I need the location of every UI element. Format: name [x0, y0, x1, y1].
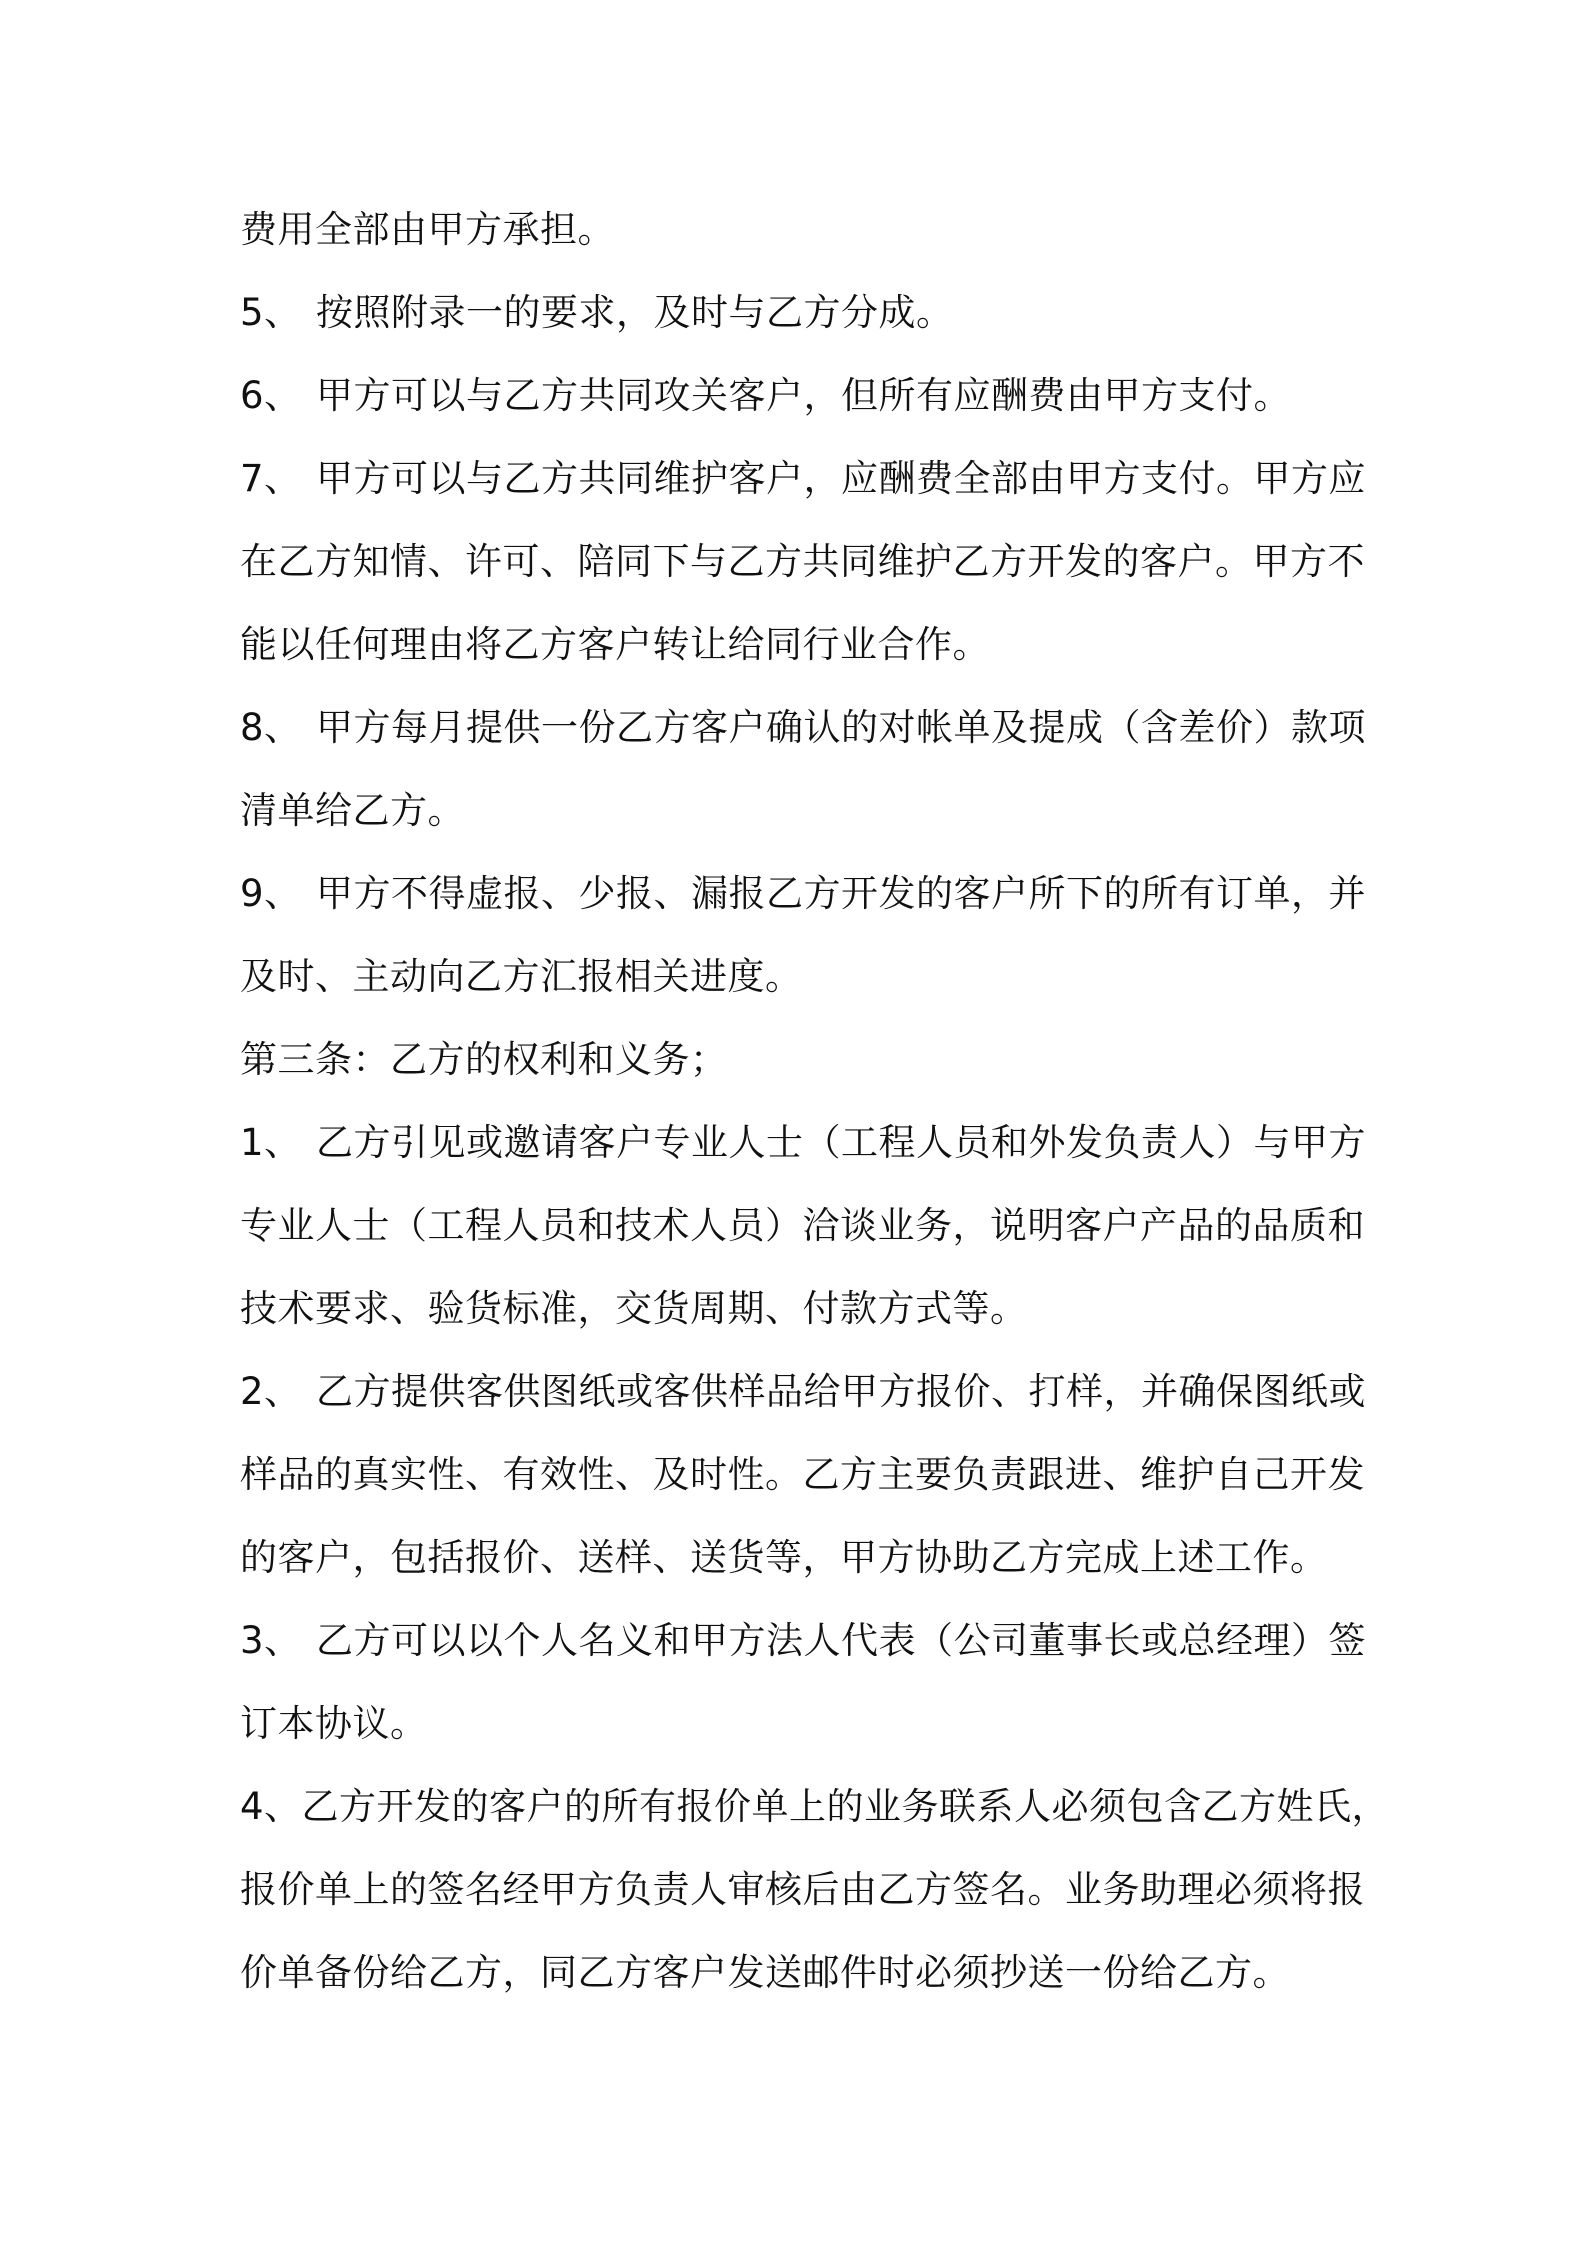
text-line — [240, 1616, 1366, 1666]
text-line — [240, 371, 1360, 421]
paragraph-text: 订本协议。 — [240, 1702, 428, 1745]
text-line — [240, 1533, 1360, 1583]
text-line — [240, 1284, 1360, 1334]
text-line — [240, 1118, 1366, 1168]
paragraph-text: 的客户，包括报价、送样、送货等，甲方协助乙方完成上述工作。 — [240, 1536, 1328, 1579]
text-line — [240, 205, 1360, 255]
text-line — [240, 952, 1360, 1002]
text-line — [240, 454, 1366, 504]
paragraph-text: 甲方不得虚报、少报、漏报乙方开发的客户所下的所有订单，并 — [316, 872, 1366, 915]
paragraph-text: 能以任何理由将乙方客户转让给同行业合作。 — [240, 623, 990, 666]
item-number: 5、 — [240, 291, 302, 334]
item-number: 7、 — [240, 457, 302, 500]
text-line — [240, 869, 1366, 919]
text-line — [240, 620, 1360, 670]
paragraph-text: 乙方引见或邀请客户专业人士（工程人员和外发负责人）与甲方 — [316, 1121, 1366, 1164]
paragraph-text: 甲方每月提供一份乙方客户确认的对帐单及提成（含差价）款项 — [316, 706, 1366, 749]
paragraph-text: 样品的真实性、有效性、及时性。乙方主要负责跟进、维护自己开发 — [240, 1453, 1365, 1496]
item-number: 6、 — [240, 374, 302, 417]
text-line — [240, 537, 1365, 587]
text-line — [240, 1782, 1390, 1832]
paragraph-text: 乙方提供客供图纸或客供样品给甲方报价、打样，并确保图纸或 — [316, 1370, 1366, 1413]
text-line — [240, 786, 1360, 836]
item-number: 3、 — [240, 1619, 302, 1662]
paragraph-text: 清单给乙方。 — [240, 789, 465, 832]
text-line — [240, 1865, 1365, 1915]
section-heading — [240, 1035, 1360, 1085]
paragraph-text: 专业人士（工程人员和技术人员）洽谈业务，说明客户产品的品质和 — [240, 1204, 1365, 1247]
paragraph-text: 按照附录一的要求，及时与乙方分成。 — [316, 291, 954, 334]
text-line — [240, 1699, 1360, 1749]
text-line — [240, 1367, 1366, 1417]
paragraph-text: 费用全部由甲方承担。 — [240, 208, 615, 251]
item-number: 2、 — [240, 1370, 302, 1413]
text-line — [240, 288, 1360, 338]
text-line — [240, 1450, 1365, 1500]
paragraph-text: 4、乙方开发的客户的所有报价单上的业务联系人必须包含乙方姓氏， — [240, 1785, 1390, 1828]
paragraph-text: 乙方可以以个人名义和甲方法人代表（公司董事长或总经理）签 — [316, 1619, 1366, 1662]
item-number: 1、 — [240, 1121, 302, 1164]
paragraph-text: 报价单上的签名经甲方负责人审核后由乙方签名。业务助理必须将报 — [240, 1868, 1365, 1911]
paragraph-text: 在乙方知情、许可、陪同下与乙方共同维护乙方开发的客户。甲方不 — [240, 540, 1365, 583]
section-heading-text: 第三条：乙方的权利和义务； — [240, 1038, 728, 1081]
item-number: 9、 — [240, 872, 302, 915]
paragraph-text: 及时、主动向乙方汇报相关进度。 — [240, 955, 803, 998]
paragraph-text: 技术要求、验货标准，交货周期、付款方式等。 — [240, 1287, 1028, 1330]
item-number: 8、 — [240, 706, 302, 749]
paragraph-text: 价单备份给乙方，同乙方客户发送邮件时必须抄送一份给乙方。 — [240, 1951, 1290, 1994]
text-line — [240, 703, 1366, 753]
text-line — [240, 1201, 1365, 1251]
paragraph-text: 甲方可以与乙方共同维护客户，应酬费全部由甲方支付。甲方应 — [316, 457, 1366, 500]
paragraph-text: 甲方可以与乙方共同攻关客户，但所有应酬费由甲方支付。 — [316, 374, 1291, 417]
text-line — [240, 1948, 1360, 1998]
